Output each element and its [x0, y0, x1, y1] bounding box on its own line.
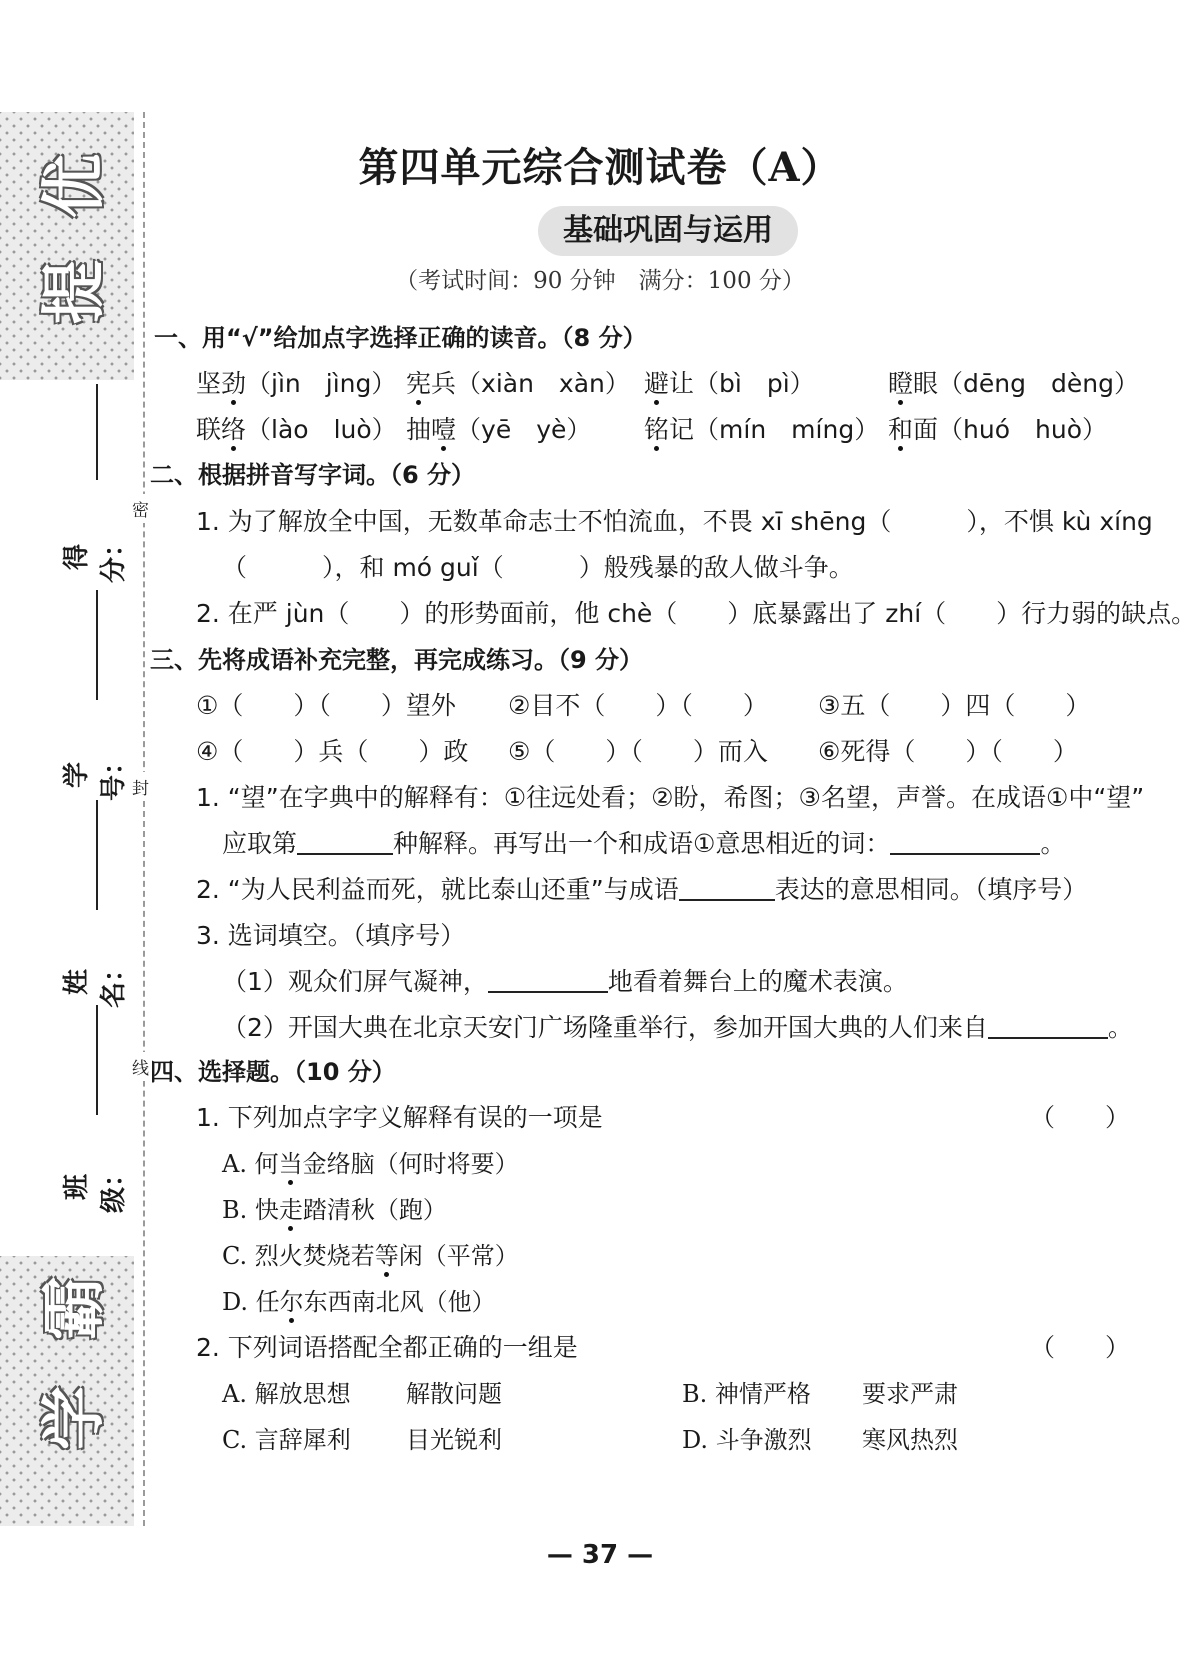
- idiom-item: ①（ ）（ ）望外: [196, 691, 456, 720]
- page-title: 第四单元综合测试卷（A）: [358, 144, 842, 191]
- section3-q3: 3. 选词填空。（填序号）: [196, 921, 466, 950]
- option-a: A. 解放思想: [222, 1380, 351, 1408]
- seal-mark-xian: 线: [132, 1052, 149, 1081]
- answer-blank[interactable]: [890, 829, 1040, 855]
- answer-paren[interactable]: （ ）: [1030, 1333, 1131, 1362]
- idiom-item: ②目不（ ）（ ）: [508, 691, 768, 720]
- answer-blank[interactable]: [297, 829, 393, 855]
- class-label: 班级：: [62, 1161, 129, 1214]
- section3-q1-line1: 1. “望”在字典中的解释有：①往远处看；②盼，希图；③名望，声誉。在成语①中“望”: [196, 783, 1145, 812]
- margin-rule: [96, 384, 98, 480]
- section2-q2: 2. 在严 jùn（ ）的形势面前，他 chè（ ）底暴露出了 zhí（ ）行力弱的缺点。: [196, 599, 1197, 628]
- margin-rule: [96, 800, 98, 910]
- pinyin-item: 和面（huó huò）: [888, 415, 1108, 444]
- section4-heading: 四、选择题。（10 分）: [150, 1058, 396, 1086]
- option-b: B. 神情严格: [682, 1380, 811, 1408]
- margin-rule: [96, 1005, 98, 1115]
- option-b-second: 要求严肃: [862, 1380, 958, 1408]
- margin-char-2: 提: [38, 260, 112, 324]
- option-c: C. 烈火焚烧若等闲（平常）: [222, 1242, 519, 1270]
- section2-heading: 二、根据拼音写字词。（6 分）: [150, 461, 476, 489]
- section4-q2: 2. 下列词语搭配全都正确的一组是: [196, 1333, 578, 1362]
- margin-rule: [96, 590, 98, 700]
- margin-char-3: 霸: [38, 1276, 112, 1340]
- pinyin-item: 避让（bì pì）: [644, 369, 815, 398]
- option-d-second: 寒风热烈: [862, 1426, 958, 1454]
- pinyin-item: 坚劲（jìn jìng）: [196, 369, 397, 398]
- section3-q3-1: （1）观众们屏气凝神， 地看着舞台上的魔术表演。: [222, 967, 908, 996]
- pinyin-item: 宪兵（xiàn xàn）: [406, 369, 630, 398]
- margin-char-1: 优: [38, 154, 112, 218]
- section3-q2: 2. “为人民利益而死，就比泰山还重”与成语 表达的意思相同。（填序号）: [196, 875, 1088, 904]
- option-d: D. 任尔东西南北风（他）: [222, 1288, 496, 1316]
- page-number: — 37 —: [546, 1540, 654, 1570]
- section4-q1: 1. 下列加点字字义解释有误的一项是: [196, 1103, 603, 1132]
- section3-q3-2: （2）开国大典在北京天安门广场隆重举行，参加开国大典的人们来自 。: [222, 1013, 1133, 1042]
- option-c: C. 言辞犀利: [222, 1426, 351, 1454]
- score-label: 得分：: [62, 531, 129, 584]
- margin-char-4: 学: [38, 1386, 112, 1450]
- name-label: 姓名：: [62, 956, 129, 1009]
- option-d: D. 斗争激烈: [682, 1426, 812, 1454]
- option-c-second: 目光锐利: [406, 1426, 502, 1454]
- idiom-item: ⑤（ ）（ ）而入: [508, 737, 768, 766]
- idiom-item: ⑥死得（ ）（ ）: [818, 737, 1078, 766]
- answer-blank[interactable]: [988, 1013, 1108, 1039]
- idiom-item: ③五（ ）四（ ）: [818, 691, 1091, 720]
- section-badge: 基础巩固与运用: [538, 206, 798, 256]
- option-a-second: 解散问题: [406, 1380, 502, 1408]
- section1-heading: 一、用“√”给加点字选择正确的读音。（8 分）: [154, 324, 647, 352]
- idiom-item: ④（ ）兵（ ）政: [196, 737, 469, 766]
- section3-q1-line2: 应取第 种解释。再写出一个和成语①意思相近的词： 。: [222, 829, 1066, 858]
- section2-q1-line1: 1. 为了解放全中国，无数革命志士不怕流血，不畏 xī shēng（ ），不惧 kù xíng: [196, 507, 1153, 536]
- pinyin-item: 瞪眼（dēng dèng）: [888, 369, 1139, 398]
- option-a: A. 何当金络脑（何时将要）: [222, 1150, 519, 1178]
- seal-mark-feng: 封: [132, 772, 149, 801]
- answer-paren[interactable]: （ ）: [1030, 1103, 1131, 1132]
- pinyin-item: 联络（lào luò）: [196, 415, 397, 444]
- section3-heading: 三、先将成语补充完整，再完成练习。（9 分）: [150, 646, 644, 674]
- student-id-label: 学号：: [62, 749, 129, 802]
- answer-blank[interactable]: [488, 967, 608, 993]
- answer-blank[interactable]: [679, 875, 775, 901]
- exam-info: （考试时间：90 分钟 满分：100 分）: [395, 268, 805, 294]
- option-b: B. 快走踏清秋（跑）: [222, 1196, 447, 1224]
- section2-q1-line2: （ ），和 mó guǐ（ ）般残暴的敌人做斗争。: [222, 553, 854, 582]
- pinyin-item: 铭记（mín míng）: [644, 415, 880, 444]
- seal-mark-mi: 密: [132, 494, 149, 523]
- pinyin-item: 抽噎（yē yè）: [406, 415, 592, 444]
- binding-dash-line: [143, 112, 145, 1526]
